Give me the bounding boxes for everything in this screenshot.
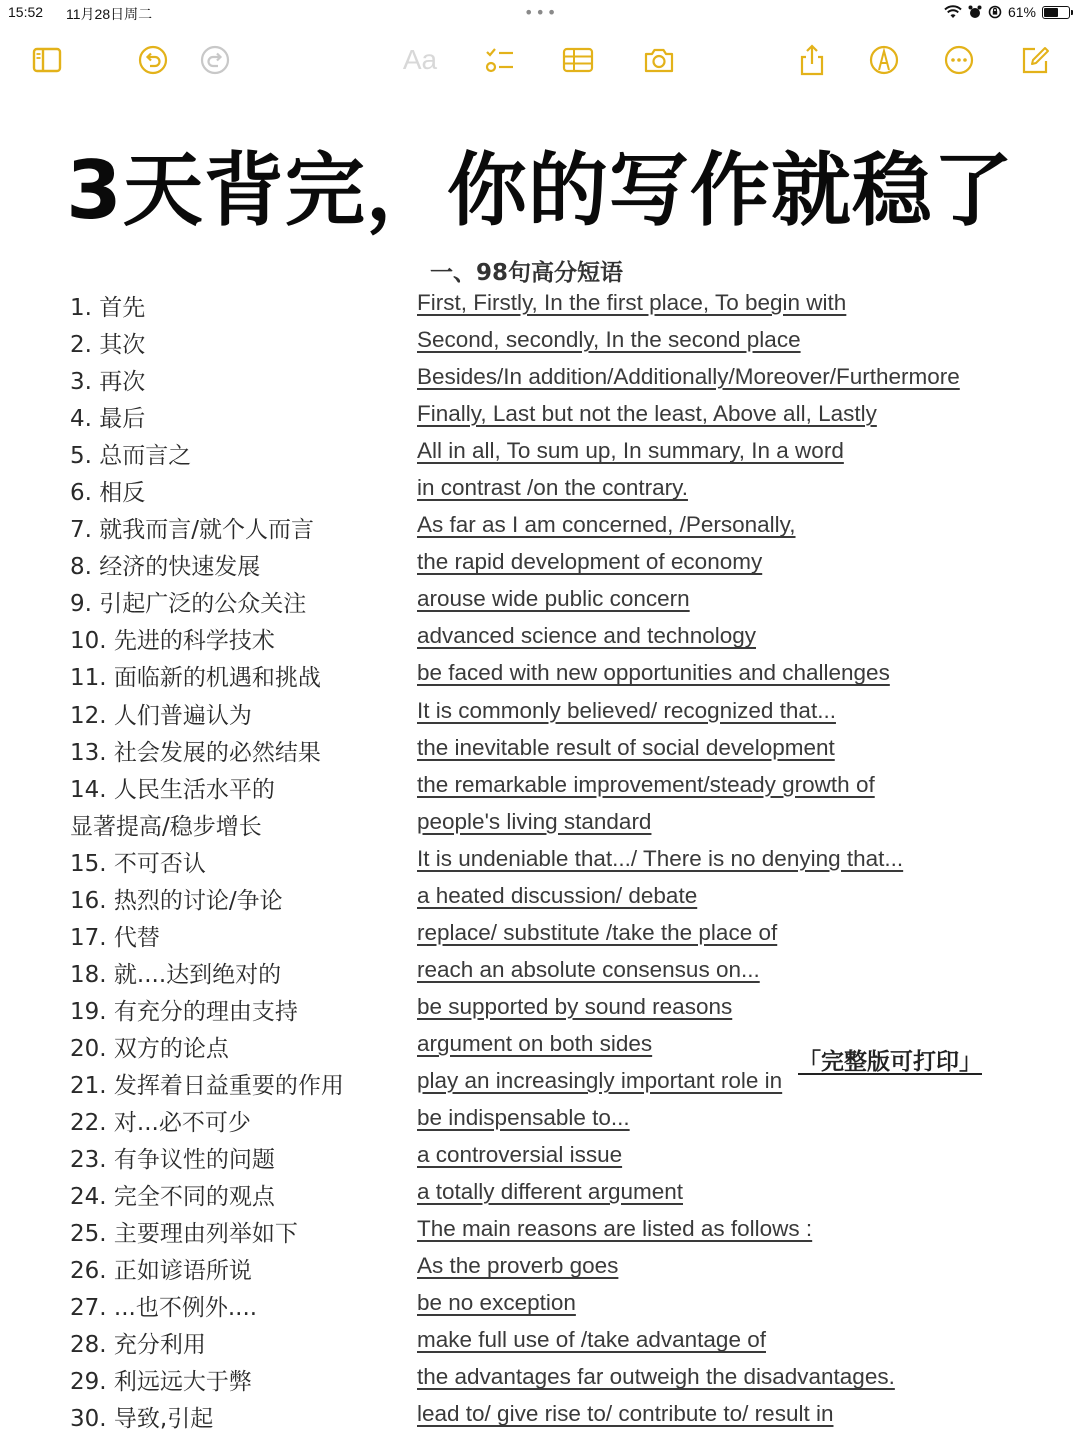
alarm-icon	[968, 5, 982, 19]
battery-icon	[1042, 6, 1070, 19]
table-row	[0, 509, 1080, 546]
redo-icon[interactable]	[193, 38, 237, 82]
table-row	[0, 1287, 1080, 1324]
table-row	[0, 1250, 1080, 1287]
phrase-english: be no exception	[417, 1290, 576, 1316]
section-heading: 一、98句高分短语	[430, 260, 624, 286]
battery-percent: 61%	[1007, 4, 1036, 20]
phrase-chinese: 16. 热烈的讨论/争论	[70, 887, 283, 914]
phrase-english: Second, secondly, In the second place	[417, 327, 801, 353]
phrase-list	[0, 287, 1080, 1435]
phrase-english: It is undeniable that.../ There is no denying that...	[417, 845, 904, 871]
table-row	[0, 620, 1080, 657]
status-date: 11月28日周二	[66, 6, 153, 22]
table-row	[0, 1213, 1080, 1250]
phrase-english: the advantages far outweigh the disadvantages.	[417, 1364, 895, 1390]
phrase-english: people's living standard	[417, 808, 652, 834]
phrase-english: The main reasons are listed as follows :	[417, 1216, 813, 1242]
table-row	[0, 1324, 1080, 1361]
phrase-english: make full use of /take advantage of	[417, 1327, 766, 1353]
phrase-chinese: 5. 总而言之	[70, 443, 192, 470]
table-row	[0, 657, 1080, 694]
phrase-english: be indispensable to...	[417, 1105, 630, 1131]
table-row	[0, 1398, 1080, 1435]
phrase-chinese: 10. 先进的科学技术	[70, 628, 275, 655]
phrase-english: a heated discussion/ debate	[417, 882, 698, 908]
table-row	[0, 769, 1080, 806]
phrase-chinese: 7. 就我而言/就个人而言	[70, 517, 315, 544]
table-row	[0, 1102, 1080, 1139]
phrase-chinese: 30. 导致,引起	[70, 1406, 214, 1433]
phrase-english: advanced science and technology	[417, 623, 756, 649]
phrase-chinese: 显著提高/稳步增长	[70, 813, 262, 840]
markup-icon[interactable]	[862, 38, 906, 82]
table-row	[0, 917, 1080, 954]
phrase-english: lead to/ give rise to/ contribute to/ result in	[417, 1401, 834, 1427]
phrase-english: reach an absolute consensus on...	[417, 956, 760, 982]
table-row	[0, 324, 1080, 361]
phrase-chinese: 13. 社会发展的必然结果	[70, 739, 321, 766]
sidebar-icon[interactable]	[25, 38, 69, 82]
rotation-lock-icon	[988, 5, 1002, 19]
phrase-chinese: 29. 利远远大于弊	[70, 1369, 252, 1396]
phrase-chinese: 18. 就....达到绝对的	[70, 961, 282, 988]
phrase-chinese: 22. 对...必不可少	[70, 1110, 251, 1137]
phrase-chinese: 15. 不可否认	[70, 850, 206, 877]
multitasking-dots-icon[interactable]: •••	[524, 3, 559, 22]
phrase-english: a totally different argument	[417, 1179, 683, 1205]
phrase-english: arouse wide public concern	[417, 586, 690, 612]
phrase-english: the inevitable result of social development	[417, 734, 835, 760]
status-time: 15:52	[8, 4, 44, 20]
wifi-icon	[944, 5, 962, 19]
notes-toolbar	[0, 38, 1080, 86]
phrase-chinese: 12. 人们普遍认为	[70, 702, 252, 729]
phrase-chinese: 3. 再次	[70, 369, 146, 396]
table-row	[0, 361, 1080, 398]
phrase-chinese: 21. 发挥着日益重要的作用	[70, 1072, 344, 1099]
camera-icon[interactable]	[637, 38, 681, 82]
table-row	[0, 732, 1080, 769]
phrase-chinese: 27. ...也不例外....	[70, 1295, 258, 1322]
phrase-english: argument on both sides	[417, 1030, 653, 1056]
table-row	[0, 954, 1080, 991]
share-icon[interactable]	[790, 38, 834, 82]
phrase-chinese: 25. 主要理由列举如下	[70, 1221, 298, 1248]
phrase-chinese: 1. 首先	[70, 295, 146, 321]
table-row	[0, 695, 1080, 732]
table-row	[0, 1361, 1080, 1398]
phrase-english: Finally, Last but not the least, Above all, Lastly	[417, 401, 877, 427]
phrase-english: It is commonly believed/ recognized that...	[417, 697, 836, 723]
table-row	[0, 287, 1080, 324]
phrase-chinese: 20. 双方的论点	[70, 1035, 229, 1062]
phrase-english: As the proverb goes	[417, 1253, 619, 1279]
status-indicators	[944, 4, 1070, 20]
phrase-english: the rapid development of economy	[417, 549, 763, 575]
phrase-chinese: 28. 充分利用	[70, 1332, 206, 1359]
table-row	[0, 546, 1080, 583]
phrase-english: First, Firstly, In the first place, To begin with	[417, 290, 847, 315]
phrase-chinese: 8. 经济的快速发展	[70, 554, 261, 581]
compose-icon[interactable]	[1013, 38, 1057, 82]
table-row	[0, 1139, 1080, 1176]
table-row	[0, 583, 1080, 620]
phrase-chinese: 24. 完全不同的观点	[70, 1184, 275, 1211]
table-row	[0, 435, 1080, 472]
printable-tag: 「完整版可打印」	[798, 1049, 982, 1075]
phrase-english: be supported by sound reasons	[417, 993, 733, 1019]
phrase-chinese: 2. 其次	[70, 332, 146, 359]
table-row	[0, 843, 1080, 880]
table-row	[0, 991, 1080, 1028]
undo-icon[interactable]	[131, 38, 175, 82]
text-format-icon[interactable]: Aa	[402, 44, 438, 75]
table-row	[0, 1176, 1080, 1213]
battery-level	[1044, 8, 1058, 17]
table-row	[0, 806, 1080, 843]
phrase-chinese: 11. 面临新的机遇和挑战	[70, 665, 321, 692]
phrase-chinese: 23. 有争议性的问题	[70, 1147, 275, 1174]
status-bar	[0, 0, 1080, 28]
phrase-english: in contrast /on the contrary.	[417, 475, 688, 501]
phrase-chinese: 6. 相反	[70, 480, 146, 507]
phrase-english: a controversial issue	[417, 1142, 623, 1168]
more-icon[interactable]	[937, 38, 981, 82]
table-row	[0, 398, 1080, 435]
phrase-chinese: 17. 代替	[70, 924, 160, 951]
phrase-chinese: 26. 正如谚语所说	[70, 1258, 252, 1285]
phrase-chinese: 19. 有充分的理由支持	[70, 998, 298, 1025]
table-icon[interactable]	[556, 38, 600, 82]
phrase-chinese: 4. 最后	[70, 406, 146, 433]
phrase-english: replace/ substitute /take the place of	[417, 919, 778, 945]
phrase-english: Besides/In addition/Additionally/Moreover/Furthermore	[417, 364, 960, 390]
phrase-english: be faced with new opportunities and challenges	[417, 660, 890, 686]
note-title: 3天背完，你的写作就稳了	[66, 144, 1014, 237]
phrase-chinese: 9. 引起广泛的公众关注	[70, 591, 307, 618]
phrase-english: the remarkable improvement/steady growth of	[417, 771, 875, 797]
phrase-english: play an increasingly important role in	[417, 1067, 783, 1093]
checklist-icon[interactable]	[477, 38, 521, 82]
table-row	[0, 880, 1080, 917]
phrase-english: As far as I am concerned, /Personally,	[417, 512, 796, 538]
phrase-chinese: 14. 人民生活水平的	[70, 776, 275, 803]
table-row	[0, 472, 1080, 509]
phrase-english: All in all, To sum up, In summary, In a word	[417, 438, 844, 464]
